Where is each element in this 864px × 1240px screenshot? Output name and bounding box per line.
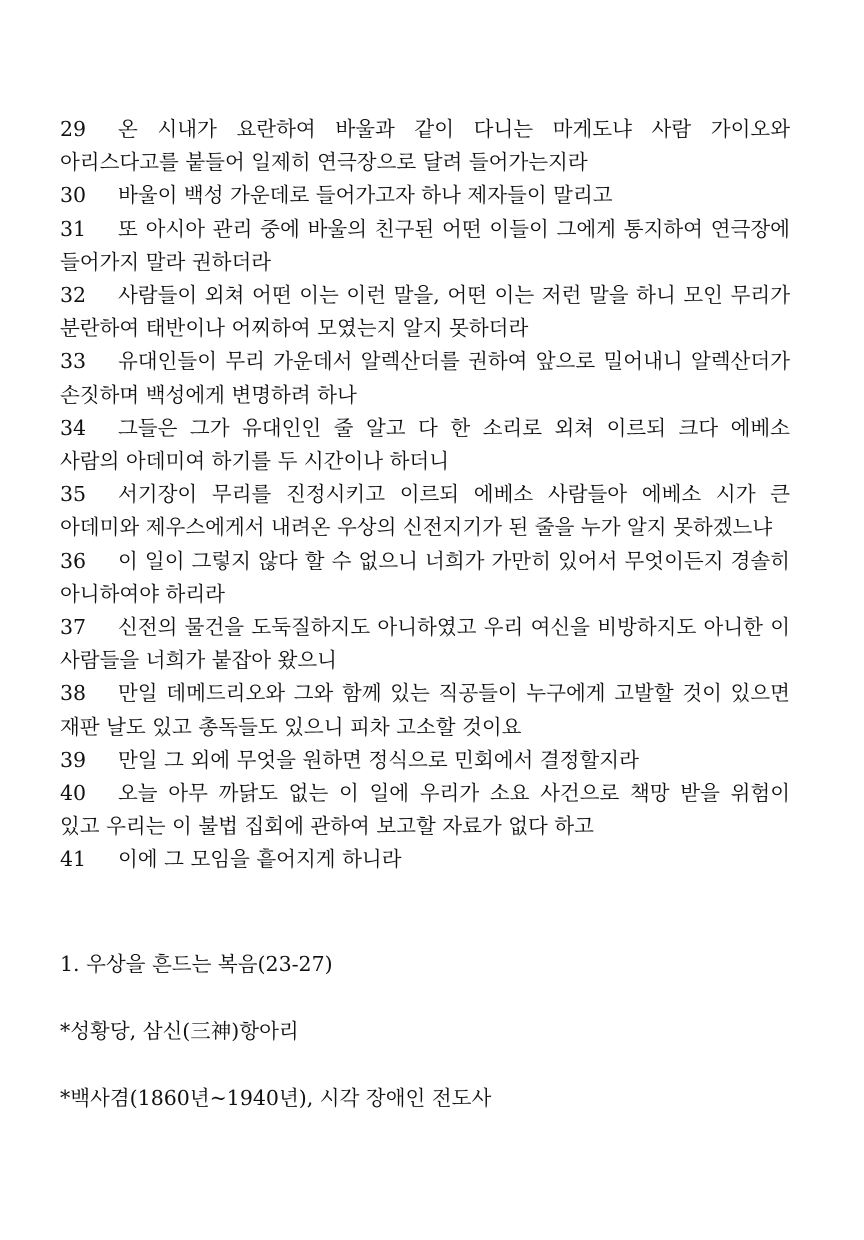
verse-list [60, 113, 790, 877]
verse-number: 30 [60, 183, 87, 208]
verse-text: 오늘 아무 까닭도 없는 이 일에 우리가 소요 사건으로 책망 받을 위험이 있고 우리는 이 불법 집회에 관하여 보고할 자료가 없다 하고 [60, 781, 790, 839]
verse-40 [60, 777, 790, 843]
verse-text: 바울이 백성 가운데로 들어가고자 하나 제자들이 말리고 [118, 183, 613, 208]
verse-text: 유대인들이 무리 가운데서 알렉산더를 권하여 앞으로 밀어내니 알렉산더가 손짓하며 백성에게 변명하려 하나 [60, 349, 790, 407]
verse-30 [60, 179, 790, 212]
verse-number: 38 [60, 681, 87, 706]
verse-41 [60, 843, 790, 876]
verse-text: 만일 데메드리오와 그와 함께 있는 직공들이 누구에게 고발할 것이 있으면 재판 날도 있고 총독들도 있으니 피차 고소할 것이요 [60, 681, 790, 739]
verse-text: 만일 그 외에 무엇을 원하면 정식으로 민회에서 결정할지라 [118, 747, 639, 772]
verse-29 [60, 113, 790, 179]
verse-number: 35 [60, 482, 87, 507]
verse-text: 서기장이 무리를 진정시키고 이르되 에베소 사람들아 에베소 시가 큰 아데미와 제우스에게서 내려온 우상의 신전지기가 된 줄을 누가 알지 못하겠느냐 [60, 482, 790, 540]
verse-text: 온 시내가 요란하여 바울과 같이 다니는 마게도냐 사람 가이오와 아리스다고를 붙들어 일제히 연극장으로 달려 들어가는지라 [60, 117, 790, 175]
verse-number: 33 [60, 349, 87, 374]
verse-number: 36 [60, 548, 87, 573]
verse-34 [60, 412, 790, 478]
verse-text: 그들은 그가 유대인인 줄 알고 다 한 소리로 외쳐 이르되 크다 에베소 사람의 아데미여 하기를 두 시간이나 하더니 [60, 415, 790, 474]
note-item: *백사겸(1860년~1940년), 시각 장애인 전도사 [60, 1085, 492, 1110]
note-item: *성황당, 삼신(三神)항아리 [60, 1018, 299, 1043]
section-heading: 1. 우상을 흔드는 복음(23-27) [60, 951, 333, 976]
verse-number: 41 [60, 847, 87, 872]
verse-text: 이 일이 그렇지 않다 할 수 없으니 너희가 가만히 있어서 무엇이든지 경솔히 아니하여야 하리라 [60, 548, 790, 606]
verse-number: 34 [60, 415, 87, 440]
verse-33 [60, 345, 790, 411]
verse-text: 신전의 물건을 도둑질하지도 아니하였고 우리 여신을 비방하지도 아니한 이 사람들을 너희가 붙잡아 왔으니 [60, 615, 790, 673]
verse-number: 29 [60, 117, 87, 141]
verse-number: 31 [60, 216, 87, 241]
verse-text: 사람들이 외쳐 어떤 이는 이런 말을, 어떤 이는 저런 말을 하니 모인 무리가 분란하여 태반이나 어찌하여 모였는지 알지 못하더라 [60, 283, 790, 341]
verse-number: 37 [60, 615, 87, 640]
verse-number: 40 [60, 781, 87, 806]
verse-text: 또 아시아 관리 중에 바울의 친구된 어떤 이들이 그에게 통지하여 연극장에 들어가지 말라 권하더라 [60, 216, 790, 274]
verse-text: 이에 그 모임을 흩어지게 하니라 [118, 847, 402, 872]
verse-36 [60, 545, 790, 611]
verse-number: 39 [60, 747, 87, 772]
verse-39 [60, 744, 790, 777]
sermon-notes [60, 948, 790, 1115]
document-page [60, 113, 790, 1149]
verse-32 [60, 279, 790, 345]
verse-31 [60, 213, 790, 279]
verse-38 [60, 677, 790, 743]
verse-35 [60, 478, 790, 544]
verse-37 [60, 611, 790, 677]
verse-number: 32 [60, 283, 87, 308]
